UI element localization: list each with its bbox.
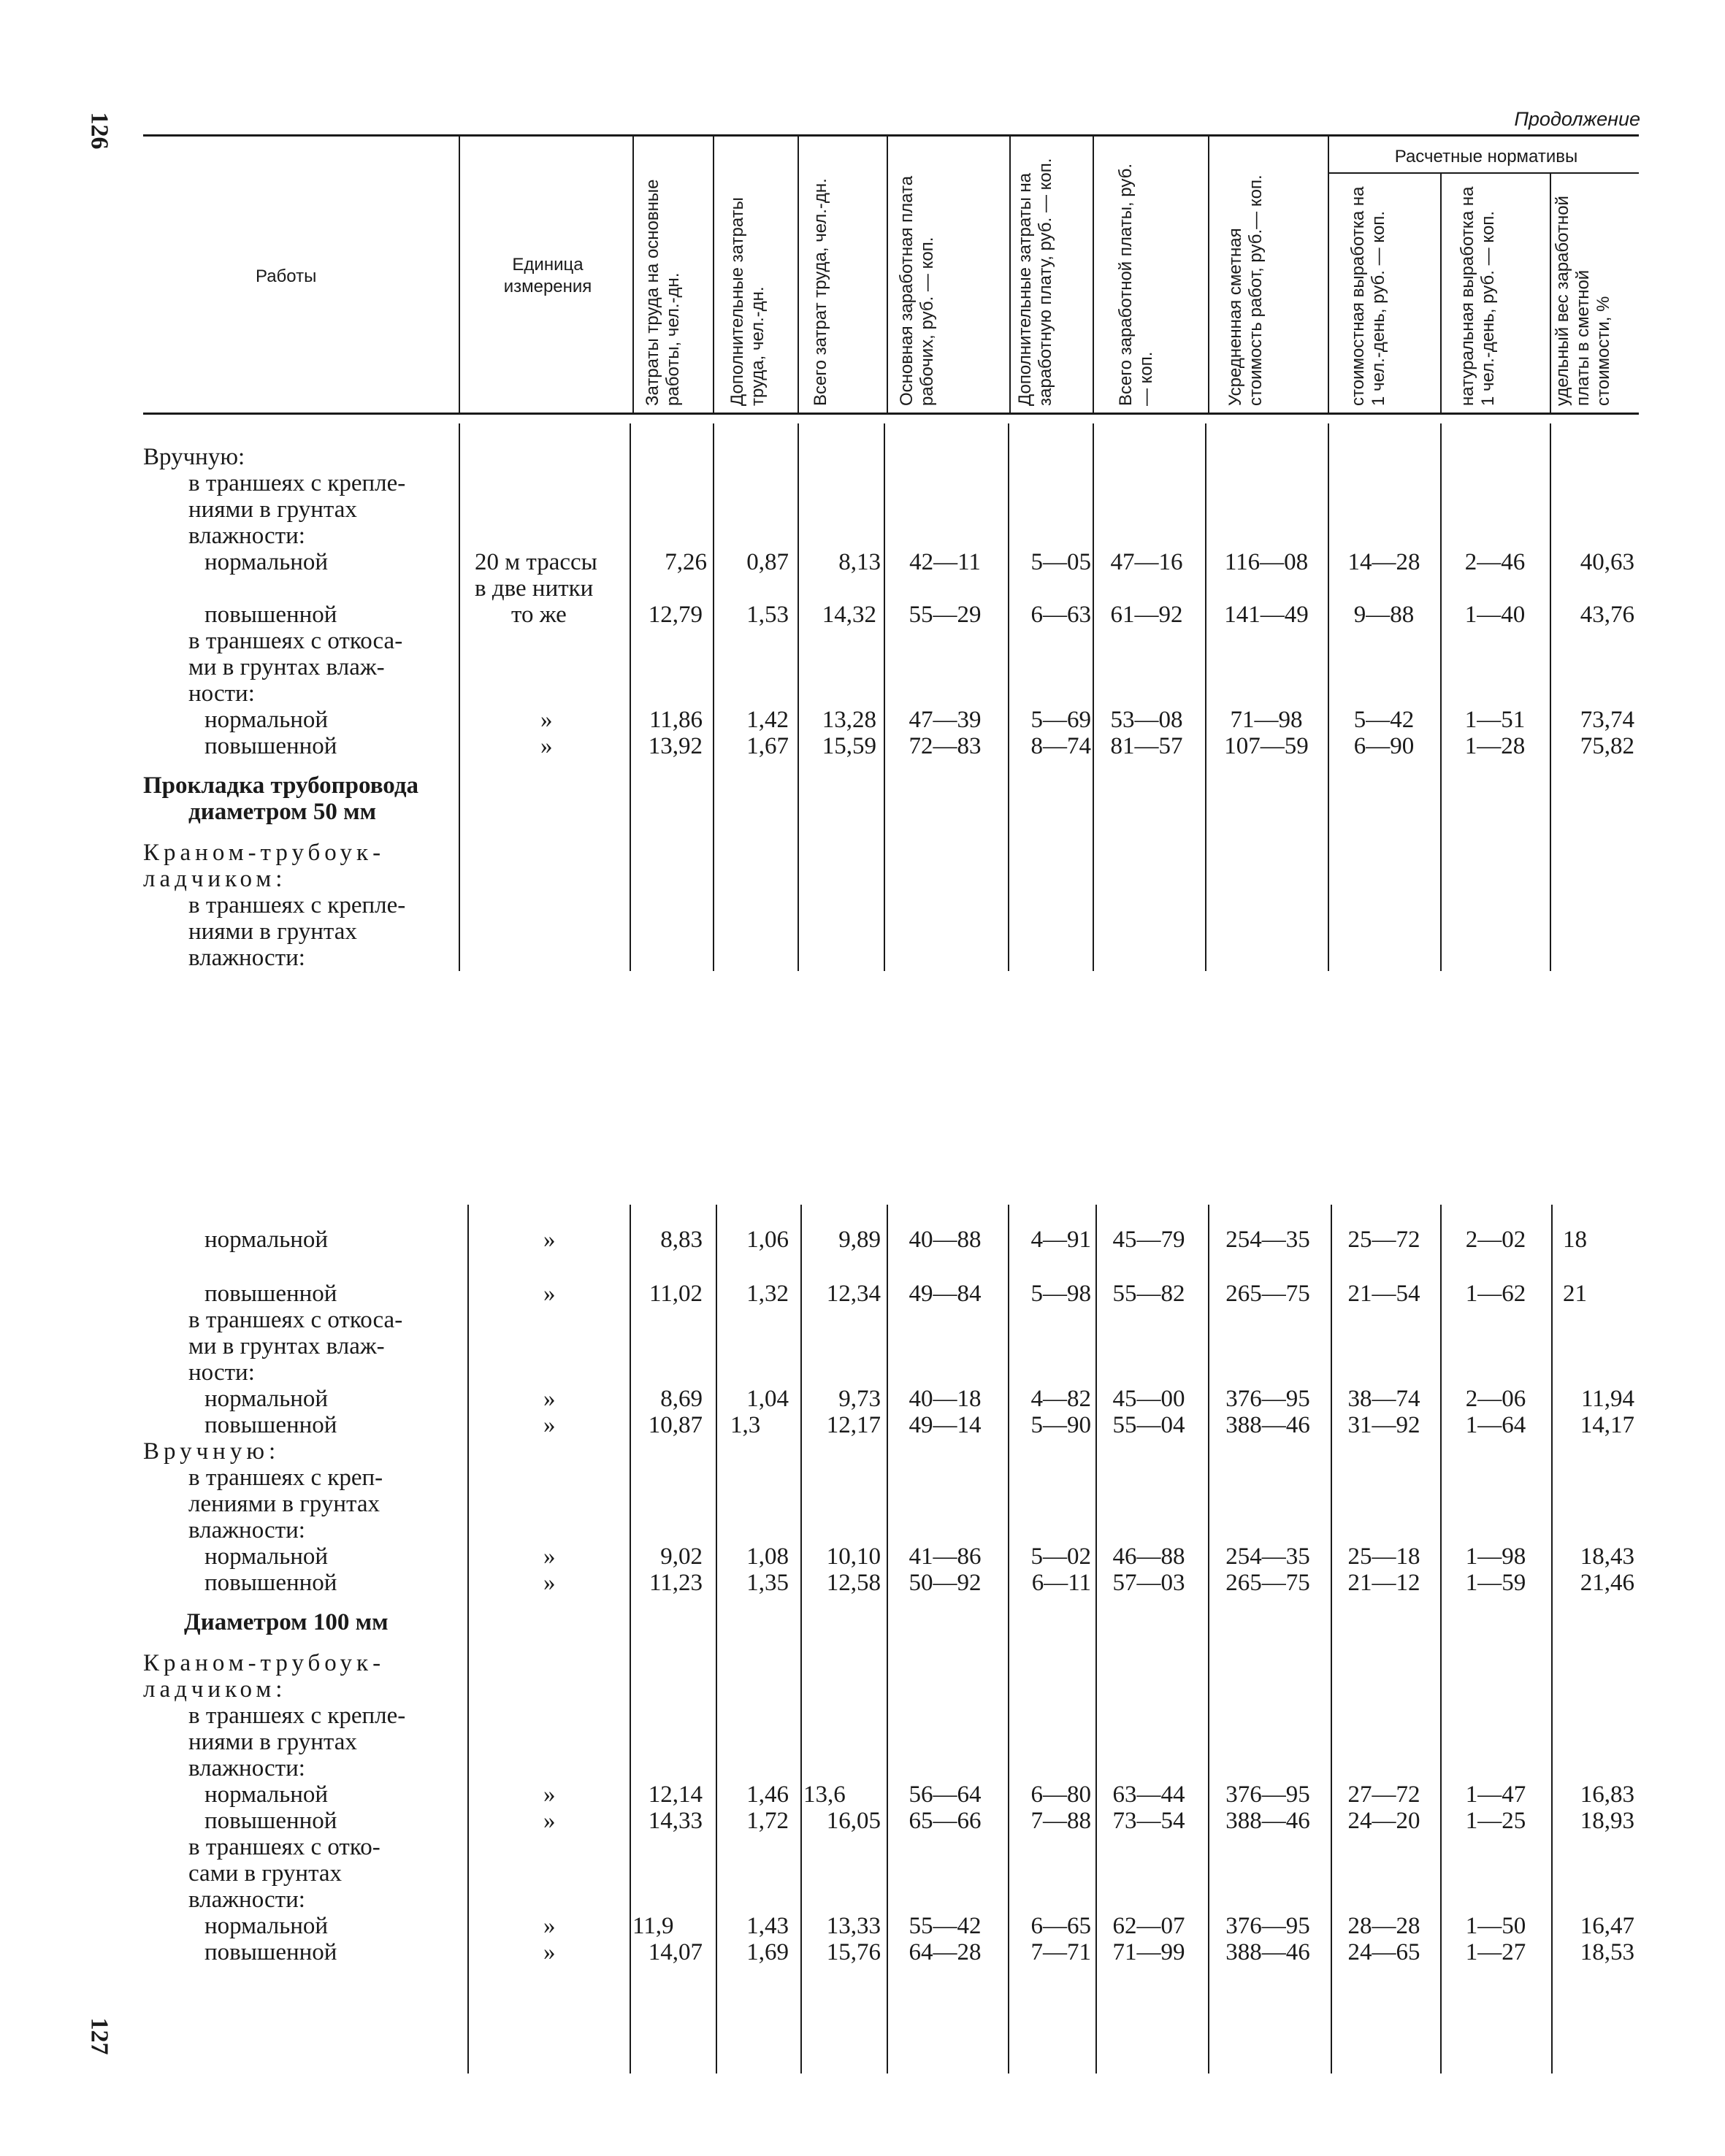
row-unit: » bbox=[543, 1570, 556, 1596]
val-labor-main: 12,79 bbox=[648, 602, 703, 628]
val-cost: 254—35 bbox=[1225, 1543, 1310, 1570]
table-row bbox=[0, 602, 1725, 628]
val-wage-main: 42—11 bbox=[909, 549, 981, 575]
table-row bbox=[0, 772, 1725, 799]
val-cost-output: 9—88 bbox=[1353, 602, 1415, 628]
val-cost: 107—59 bbox=[1224, 733, 1309, 759]
row-label: ладчиком: bbox=[143, 866, 287, 892]
val-cost-output: 21—12 bbox=[1347, 1570, 1420, 1596]
table-row bbox=[0, 1781, 1725, 1808]
table-row bbox=[0, 1676, 1725, 1703]
table-row bbox=[0, 1755, 1725, 1781]
val-wage-share: 18,43 bbox=[1580, 1543, 1634, 1570]
val-wage-share: 18,93 bbox=[1580, 1808, 1634, 1834]
row-label: Вручную: bbox=[143, 444, 245, 470]
row-label: Вручную: bbox=[143, 1438, 280, 1465]
val-wage-main: 40—18 bbox=[909, 1386, 982, 1412]
val-nat-output: 1—27 bbox=[1465, 1939, 1526, 1965]
row-label: ности: bbox=[188, 1359, 255, 1386]
val-wage-extra: 4—82 bbox=[1030, 1386, 1091, 1412]
val-wage-total: 47—16 bbox=[1110, 549, 1183, 575]
val-labor-main: 13,92 bbox=[648, 733, 703, 759]
row-unit: » bbox=[543, 1913, 556, 1939]
val-wage-extra: 8—74 bbox=[1030, 733, 1091, 759]
val-wage-share: 21,46 bbox=[1580, 1570, 1634, 1596]
val-labor-extra: 1,04 bbox=[746, 1386, 789, 1412]
val-cost: 376—95 bbox=[1225, 1386, 1310, 1412]
section-heading: Диаметром 100 мм bbox=[184, 1609, 389, 1635]
val-cost: 388—46 bbox=[1225, 1412, 1310, 1438]
val-nat-output: 1—64 bbox=[1465, 1412, 1526, 1438]
val-labor-main: 11,02 bbox=[649, 1281, 703, 1307]
val-cost-output: 25—18 bbox=[1347, 1543, 1420, 1570]
table-row bbox=[0, 1913, 1725, 1939]
row-label: в траншеях с откоса- bbox=[188, 628, 403, 654]
val-wage-extra: 5—98 bbox=[1030, 1281, 1091, 1307]
val-labor-extra: 1,35 bbox=[746, 1570, 789, 1596]
val-labor-extra: 1,08 bbox=[746, 1543, 789, 1570]
val-wage-main: 64—28 bbox=[909, 1939, 982, 1965]
val-nat-output: 1—59 bbox=[1465, 1570, 1526, 1596]
row-unit: » bbox=[543, 1781, 556, 1808]
row-unit: 20 м трассы bbox=[475, 549, 597, 575]
val-wage-extra: 6—63 bbox=[1030, 602, 1091, 628]
val-wage-total: 46—88 bbox=[1112, 1543, 1185, 1570]
header-sub-2: натуральная выработка на 1 чел.-день, руб. — коп. bbox=[1458, 186, 1498, 406]
table-row bbox=[0, 1543, 1725, 1570]
row-label: повышенной bbox=[204, 602, 337, 628]
val-labor-total: 14,32 bbox=[822, 602, 876, 628]
val-cost: 254—35 bbox=[1225, 1227, 1310, 1253]
table-row bbox=[0, 866, 1725, 892]
row-label: ниями в грунтах bbox=[188, 918, 357, 945]
val-wage-main: 65—66 bbox=[909, 1808, 982, 1834]
val-wage-extra: 7—71 bbox=[1030, 1939, 1091, 1965]
row-label: ниями в грунтах bbox=[188, 1729, 357, 1755]
row-label: Краном-трубоук- bbox=[143, 1650, 386, 1676]
row-unit: » bbox=[543, 1939, 556, 1965]
table-row bbox=[0, 549, 1725, 575]
header-col-2: Дополнительные затраты труда, чел.-дн. bbox=[727, 197, 768, 406]
row-label: в траншеях с откоса- bbox=[188, 1307, 403, 1333]
row-label: нормальной bbox=[204, 549, 329, 575]
val-nat-output: 1—28 bbox=[1464, 733, 1526, 759]
row-label: нормальной bbox=[204, 1913, 329, 1939]
table-row bbox=[0, 1465, 1725, 1491]
val-labor-main: 14,33 bbox=[648, 1808, 703, 1834]
page-number-top: 126 bbox=[85, 112, 113, 150]
row-label: влажности: bbox=[188, 523, 305, 549]
val-wage-total: 71—99 bbox=[1112, 1939, 1185, 1965]
header-sub-1: стоимостная выработка на 1 чел.-день, руб. — коп. bbox=[1348, 186, 1388, 406]
row-label: влажности: bbox=[188, 1755, 305, 1781]
table-row bbox=[0, 1887, 1725, 1913]
val-wage-extra: 5—90 bbox=[1030, 1412, 1091, 1438]
row-label: повышенной bbox=[204, 1412, 337, 1438]
row-label: ности: bbox=[188, 680, 255, 707]
val-labor-main: 9,02 bbox=[660, 1543, 703, 1570]
table-row bbox=[0, 1438, 1725, 1465]
row-label: нормальной bbox=[204, 707, 329, 733]
table-row bbox=[0, 1386, 1725, 1412]
row-unit: » bbox=[543, 1412, 556, 1438]
val-labor-total: 8,13 bbox=[838, 549, 881, 575]
val-labor-extra: 1,67 bbox=[746, 733, 789, 759]
val-cost: 71—98 bbox=[1230, 707, 1303, 733]
section-heading: Прокладка трубопровода bbox=[143, 772, 419, 799]
val-labor-extra: 1,3 bbox=[730, 1412, 761, 1438]
val-labor-total: 12,17 bbox=[826, 1412, 881, 1438]
val-wage-main: 55—29 bbox=[909, 602, 982, 628]
val-cost-output: 25—72 bbox=[1347, 1227, 1420, 1253]
val-wage-share: 11,94 bbox=[1580, 1386, 1634, 1412]
val-labor-total: 13,28 bbox=[822, 707, 876, 733]
table-row bbox=[0, 733, 1725, 759]
val-wage-main: 55—42 bbox=[909, 1913, 982, 1939]
val-labor-extra: 1,43 bbox=[746, 1913, 789, 1939]
val-cost-output: 5—42 bbox=[1353, 707, 1415, 733]
val-wage-total: 61—92 bbox=[1110, 602, 1183, 628]
val-wage-total: 55—04 bbox=[1112, 1412, 1185, 1438]
row-label: в траншеях с крепле- bbox=[188, 470, 406, 496]
table-row bbox=[0, 1359, 1725, 1386]
val-nat-output: 2—06 bbox=[1465, 1386, 1526, 1412]
row-label: ниями в грунтах bbox=[188, 496, 357, 523]
val-labor-main: 14,07 bbox=[648, 1939, 703, 1965]
header-col-7: Усредненная сметная стоимость работ, руб.— коп. bbox=[1225, 174, 1266, 406]
row-unit: » bbox=[540, 733, 553, 759]
table-row bbox=[0, 1227, 1725, 1253]
row-label: влажности: bbox=[188, 1517, 305, 1543]
row-label: влажности: bbox=[188, 945, 305, 971]
val-cost: 376—95 bbox=[1225, 1781, 1310, 1808]
row-unit: то же bbox=[511, 602, 567, 628]
table-row bbox=[0, 496, 1725, 523]
row-label: ми в грунтах влаж- bbox=[188, 1333, 385, 1359]
val-wage-main: 40—88 bbox=[909, 1227, 982, 1253]
val-labor-main: 10,87 bbox=[648, 1412, 703, 1438]
row-unit: » bbox=[543, 1281, 556, 1307]
table-row bbox=[0, 918, 1725, 945]
val-wage-extra: 5—69 bbox=[1030, 707, 1091, 733]
row-label: в траншеях с отко- bbox=[188, 1834, 380, 1860]
table-row bbox=[0, 1491, 1725, 1517]
val-wage-share: 16,47 bbox=[1580, 1913, 1634, 1939]
val-labor-main: 11,86 bbox=[649, 707, 703, 733]
table-row bbox=[0, 1650, 1725, 1676]
row-label: повышенной bbox=[204, 1808, 337, 1834]
val-cost-output: 21—54 bbox=[1347, 1281, 1420, 1307]
val-wage-share: 73,74 bbox=[1580, 707, 1634, 733]
continuation-label: Продолжение bbox=[1514, 108, 1640, 130]
val-wage-main: 47—39 bbox=[909, 707, 982, 733]
row-label: повышенной bbox=[204, 733, 337, 759]
row-label: Краном-трубоук- bbox=[143, 840, 386, 866]
val-labor-extra: 1,42 bbox=[746, 707, 789, 733]
table-row bbox=[0, 1834, 1725, 1860]
row-label: в траншеях с крепле- bbox=[188, 892, 406, 918]
val-labor-main: 12,14 bbox=[648, 1781, 703, 1808]
val-cost: 265—75 bbox=[1225, 1570, 1310, 1596]
val-nat-output: 1—51 bbox=[1464, 707, 1526, 733]
table-row bbox=[0, 1703, 1725, 1729]
row-label: лениями в грунтах bbox=[188, 1491, 380, 1517]
val-labor-total: 13,33 bbox=[826, 1913, 881, 1939]
val-cost-output: 38—74 bbox=[1347, 1386, 1420, 1412]
val-nat-output: 2—02 bbox=[1465, 1227, 1526, 1253]
row-label: нормальной bbox=[204, 1227, 329, 1253]
table-row bbox=[0, 1609, 1725, 1635]
row-unit: » bbox=[543, 1808, 556, 1834]
page-number-bottom: 127 bbox=[85, 2017, 113, 2055]
val-wage-main: 56—64 bbox=[909, 1781, 982, 1808]
row-unit: » bbox=[543, 1543, 556, 1570]
val-wage-share: 16,83 bbox=[1580, 1781, 1634, 1808]
val-labor-total: 9,89 bbox=[838, 1227, 881, 1253]
val-labor-extra: 1,69 bbox=[746, 1939, 789, 1965]
val-labor-extra: 1,53 bbox=[746, 602, 789, 628]
header-bottom-rule bbox=[143, 413, 1639, 415]
val-wage-extra: 7—88 bbox=[1030, 1808, 1091, 1834]
header-col-4: Основная заработная плата рабочих, руб. — коп. bbox=[897, 175, 937, 406]
val-labor-main: 11,9 bbox=[632, 1913, 674, 1939]
val-wage-extra: 6—11 bbox=[1031, 1570, 1091, 1596]
val-labor-main: 8,83 bbox=[660, 1227, 703, 1253]
val-wage-total: 45—00 bbox=[1112, 1386, 1185, 1412]
table-row bbox=[0, 1281, 1725, 1307]
table-row bbox=[0, 1939, 1725, 1965]
row-unit: » bbox=[543, 1386, 556, 1412]
val-wage-total: 63—44 bbox=[1112, 1781, 1185, 1808]
row-label: нормальной bbox=[204, 1543, 329, 1570]
table-row bbox=[0, 945, 1725, 971]
val-labor-main: 11,23 bbox=[649, 1570, 703, 1596]
val-nat-output: 1—25 bbox=[1465, 1808, 1526, 1834]
val-labor-total: 12,34 bbox=[826, 1281, 881, 1307]
val-nat-output: 1—47 bbox=[1465, 1781, 1526, 1808]
val-cost: 141—49 bbox=[1224, 602, 1309, 628]
row-label: повышенной bbox=[204, 1570, 337, 1596]
group-rule bbox=[1328, 172, 1639, 174]
row-label: нормальной bbox=[204, 1781, 329, 1808]
val-wage-share: 43,76 bbox=[1580, 602, 1634, 628]
table-row bbox=[0, 1860, 1725, 1887]
val-wage-total: 53—08 bbox=[1110, 707, 1183, 733]
val-wage-share: 18,53 bbox=[1580, 1939, 1634, 1965]
table-row bbox=[0, 575, 1725, 602]
val-wage-total: 57—03 bbox=[1112, 1570, 1185, 1596]
table-row bbox=[0, 1412, 1725, 1438]
header-works: Работы bbox=[256, 266, 317, 286]
section-heading: диаметром 50 мм bbox=[188, 799, 377, 825]
table-row bbox=[0, 628, 1725, 654]
val-wage-total: 81—57 bbox=[1110, 733, 1183, 759]
val-wage-total: 73—54 bbox=[1112, 1808, 1185, 1834]
val-labor-extra: 1,32 bbox=[746, 1281, 789, 1307]
row-label: ми в грунтах влаж- bbox=[188, 654, 385, 680]
row-label: в траншеях с крепле- bbox=[188, 1703, 406, 1729]
val-wage-share: 75,82 bbox=[1580, 733, 1634, 759]
val-nat-output: 1—40 bbox=[1464, 602, 1526, 628]
val-cost: 376—95 bbox=[1225, 1913, 1310, 1939]
header-unit: Единица измерения bbox=[503, 255, 592, 296]
val-wage-extra: 4—91 bbox=[1030, 1227, 1091, 1253]
val-labor-main: 7,26 bbox=[665, 549, 707, 575]
val-labor-extra: 0,87 bbox=[746, 549, 789, 575]
table-row bbox=[0, 799, 1725, 825]
val-nat-output: 1—50 bbox=[1465, 1913, 1526, 1939]
val-labor-total: 16,05 bbox=[826, 1808, 881, 1834]
table-row bbox=[0, 707, 1725, 733]
header-group: Расчетные нормативы bbox=[1394, 147, 1578, 166]
val-cost-output: 27—72 bbox=[1347, 1781, 1420, 1808]
row-label: повышенной bbox=[204, 1281, 337, 1307]
val-labor-total: 9,73 bbox=[838, 1386, 881, 1412]
val-cost-output: 6—90 bbox=[1353, 733, 1415, 759]
table-row bbox=[0, 470, 1725, 496]
val-wage-main: 49—14 bbox=[909, 1412, 982, 1438]
row-label: нормальной bbox=[204, 1386, 329, 1412]
table-row bbox=[0, 444, 1725, 470]
table-row bbox=[0, 523, 1725, 549]
val-nat-output: 1—62 bbox=[1465, 1281, 1526, 1307]
val-labor-total: 12,58 bbox=[826, 1570, 881, 1596]
row-unit: в две нитки bbox=[475, 575, 594, 602]
val-labor-main: 8,69 bbox=[660, 1386, 703, 1412]
val-cost-output: 24—65 bbox=[1347, 1939, 1420, 1965]
row-unit: » bbox=[543, 1227, 556, 1253]
table-row bbox=[0, 1570, 1725, 1596]
val-cost-output: 31—92 bbox=[1347, 1412, 1420, 1438]
val-nat-output: 2—46 bbox=[1464, 549, 1526, 575]
val-wage-share: 21 bbox=[1563, 1281, 1587, 1307]
table-row bbox=[0, 1729, 1725, 1755]
val-cost: 265—75 bbox=[1225, 1281, 1310, 1307]
row-unit: » bbox=[540, 707, 553, 733]
val-cost-output: 24—20 bbox=[1347, 1808, 1420, 1834]
val-wage-main: 72—83 bbox=[909, 733, 982, 759]
val-wage-share: 14,17 bbox=[1580, 1412, 1634, 1438]
row-label: влажности: bbox=[188, 1887, 305, 1913]
val-labor-total: 15,59 bbox=[822, 733, 876, 759]
table-row bbox=[0, 1333, 1725, 1359]
val-cost-output: 14—28 bbox=[1347, 549, 1420, 575]
table-row bbox=[0, 892, 1725, 918]
val-labor-total: 10,10 bbox=[826, 1543, 881, 1570]
val-cost: 388—46 bbox=[1225, 1808, 1310, 1834]
val-wage-main: 41—86 bbox=[909, 1543, 982, 1570]
val-wage-extra: 5—02 bbox=[1030, 1543, 1091, 1570]
row-label: сами в грунтах bbox=[188, 1860, 343, 1887]
val-labor-total: 13,6 bbox=[803, 1781, 846, 1808]
val-wage-extra: 6—80 bbox=[1030, 1781, 1091, 1808]
val-wage-total: 55—82 bbox=[1112, 1281, 1185, 1307]
val-cost: 388—46 bbox=[1225, 1939, 1310, 1965]
val-wage-extra: 5—05 bbox=[1030, 549, 1091, 575]
val-labor-extra: 1,06 bbox=[746, 1227, 789, 1253]
val-wage-share: 18 bbox=[1563, 1227, 1587, 1253]
val-labor-extra: 1,72 bbox=[746, 1808, 789, 1834]
val-labor-total: 15,76 bbox=[826, 1939, 881, 1965]
table-row bbox=[0, 1808, 1725, 1834]
val-wage-total: 62—07 bbox=[1112, 1913, 1185, 1939]
row-label: ладчиком: bbox=[143, 1676, 287, 1703]
header-top-rule bbox=[143, 134, 1639, 137]
val-cost: 116—08 bbox=[1224, 549, 1309, 575]
header-col-6: Всего заработной платы, руб. — коп. bbox=[1116, 163, 1156, 406]
header-sub-3: удельный вес заработной платы в сметной стоимости, % bbox=[1553, 196, 1613, 406]
table-row bbox=[0, 840, 1725, 866]
table-row bbox=[0, 1307, 1725, 1333]
row-label: в траншеях с креп- bbox=[188, 1465, 383, 1491]
val-wage-main: 50—92 bbox=[909, 1570, 982, 1596]
val-wage-share: 40,63 bbox=[1580, 549, 1634, 575]
val-cost-output: 28—28 bbox=[1347, 1913, 1420, 1939]
val-wage-total: 45—79 bbox=[1112, 1227, 1185, 1253]
val-wage-main: 49—84 bbox=[909, 1281, 982, 1307]
header-col-5: Дополнительные затраты на заработную плату, руб. — коп. bbox=[1015, 158, 1055, 406]
val-labor-extra: 1,46 bbox=[746, 1781, 789, 1808]
header-col-3: Всего затрат труда, чел.-дн. bbox=[811, 178, 830, 406]
table-row bbox=[0, 680, 1725, 707]
table-row bbox=[0, 1517, 1725, 1543]
val-nat-output: 1—98 bbox=[1465, 1543, 1526, 1570]
table-row bbox=[0, 654, 1725, 680]
row-label: повышенной bbox=[204, 1939, 337, 1965]
val-wage-extra: 6—65 bbox=[1030, 1913, 1091, 1939]
header-col-1: Затраты труда на основные работы, чел.-дн. bbox=[643, 179, 683, 406]
